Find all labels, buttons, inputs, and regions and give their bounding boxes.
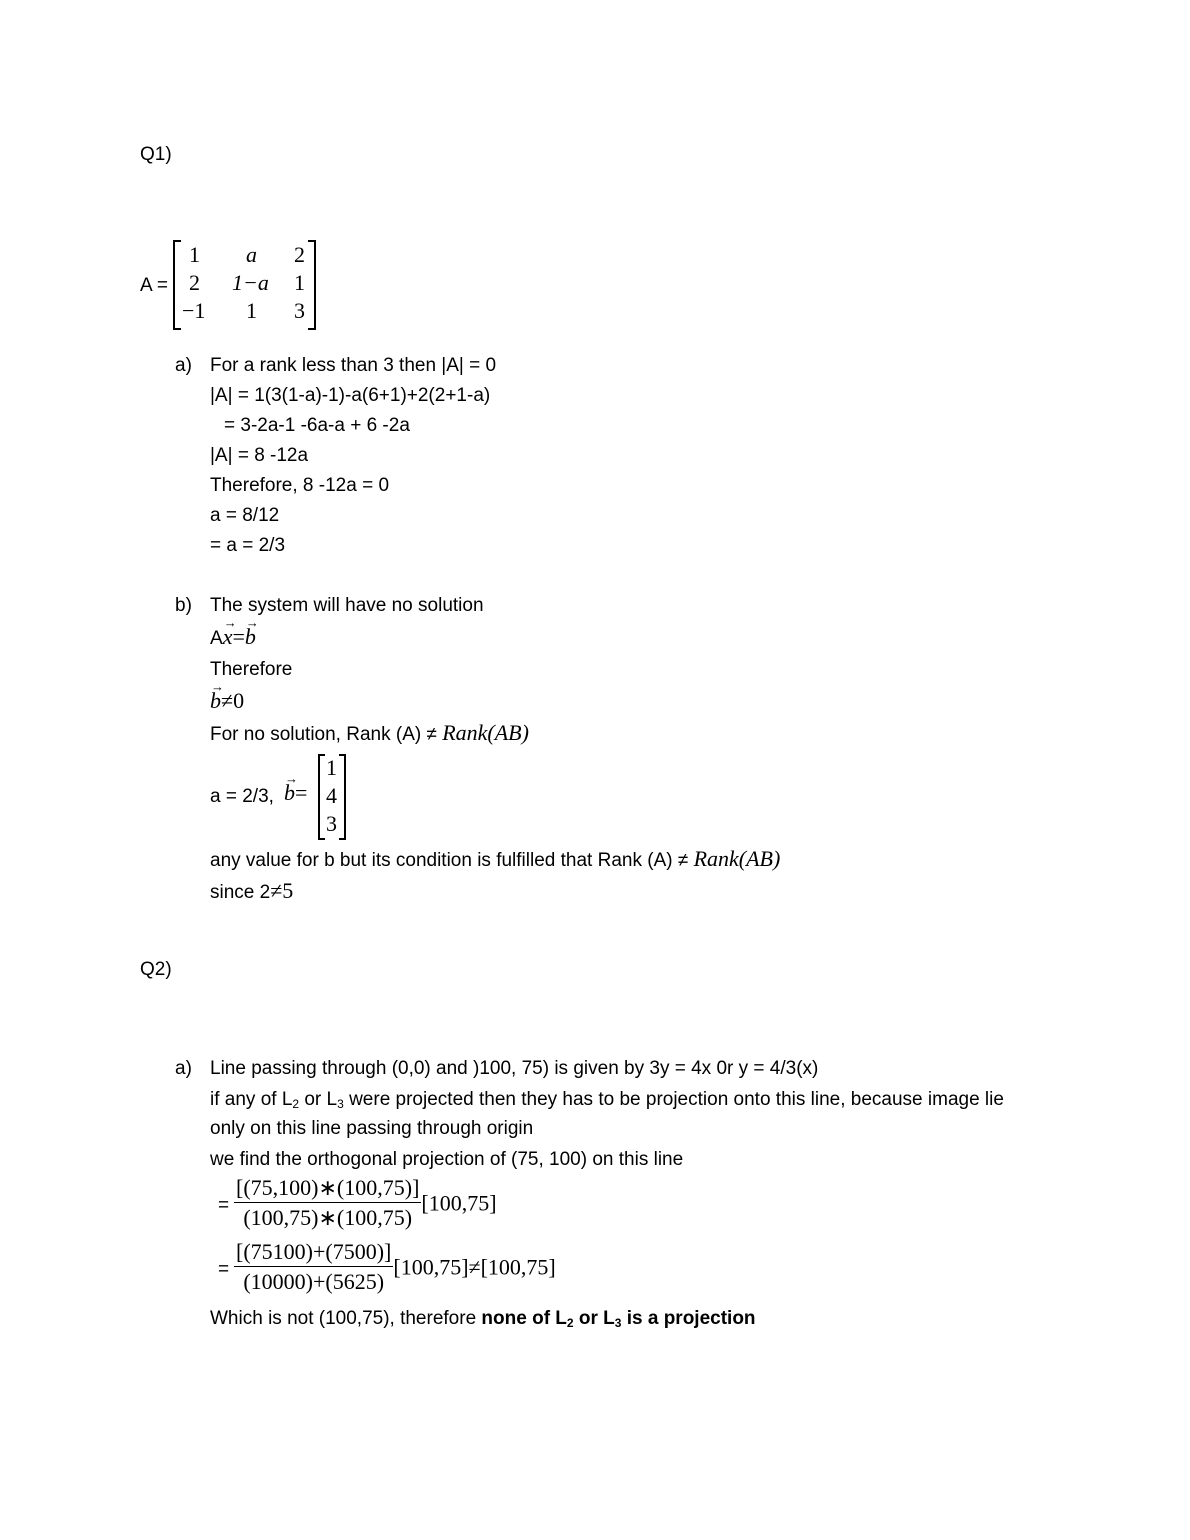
- eq1-prefix: =: [218, 1195, 230, 1216]
- rank-ab: Rank(AB): [442, 720, 529, 745]
- q2-a-line: only on this line passing through origin: [210, 1118, 534, 1139]
- q1-a-line: a = 8/12: [210, 505, 280, 526]
- vector-entry: 4: [326, 783, 337, 808]
- since-math: ≠5: [270, 878, 294, 903]
- subscript: 2: [566, 1316, 574, 1330]
- matrix-cell: 1−a: [232, 270, 269, 295]
- matrix-cell: a: [246, 242, 257, 267]
- vector-b: → b: [284, 782, 295, 804]
- text-fragment: were projected then they has to be projection onto this line, because image lie: [343, 1089, 1004, 1110]
- eq2-numerator: [(75100)+(7500)]: [234, 1238, 393, 1267]
- q1-a-line: For a rank less than 3 then |A| = 0: [210, 355, 497, 376]
- eq-equals: =: [232, 624, 245, 649]
- q2-a-line: Line passing through (0,0) and )100, 75) is given by 3y = 4x 0r y = 4/3(x): [210, 1058, 819, 1079]
- any-value-line: [210, 848, 780, 870]
- q2-a-line: [210, 1090, 1004, 1110]
- equation-ax-b: [210, 626, 256, 648]
- conclusion-bold: [481, 1308, 755, 1329]
- vector-x: → x: [223, 626, 233, 648]
- eq1-fraction: [234, 1174, 421, 1233]
- vector-left-bracket: [318, 754, 325, 840]
- neq-zero: ≠0: [221, 688, 245, 713]
- any-value-text: any value for b but its condition is fulfilled that Rank (A) ≠: [210, 850, 689, 871]
- projection-eq2: [234, 1238, 556, 1297]
- q1-a-line: |A| = 1(3(1-a)-1)-a(6+1)+2(2+1-a): [210, 385, 491, 406]
- matrix-label: A =: [140, 275, 168, 296]
- text-fragment: or L: [299, 1089, 338, 1110]
- q2-conclusion: [210, 1309, 756, 1329]
- eq2-denominator: (10000)+(5625): [243, 1269, 385, 1294]
- q2-heading: Q2): [140, 959, 172, 980]
- conclusion-plain: Which is not (100,75), therefore: [210, 1308, 482, 1329]
- vector-b: → b: [210, 690, 221, 712]
- q2-a-marker: a): [175, 1058, 192, 1079]
- text-fragment: or L: [573, 1308, 615, 1329]
- q1-a-line: = 3-2a-1 -6a-a + 6 -2a: [224, 415, 410, 436]
- q1-a-line: = a = 2/3: [210, 535, 286, 556]
- eq1-denominator: (100,75)∗(100,75): [243, 1205, 413, 1230]
- q1-heading: Q1): [140, 144, 172, 165]
- matrix-cell: −1: [182, 298, 206, 323]
- eq1-tail: [100,75]: [421, 1190, 497, 1216]
- no-solution-text: For no solution, Rank (A) ≠: [210, 724, 437, 745]
- eq1-numerator: [(75,100)∗(100,75)]: [234, 1174, 421, 1203]
- vector-b: → b: [245, 626, 256, 648]
- q1-b-marker: b): [175, 595, 192, 616]
- matrix-right-bracket: [308, 240, 316, 330]
- rank-ab: Rank(AB): [693, 846, 781, 871]
- q1-b-line: The system will have no solution: [210, 595, 484, 616]
- q1-b-therefore: Therefore: [210, 659, 293, 680]
- eq-prefix: A: [210, 628, 223, 649]
- equation-b-neq-0: [210, 690, 244, 712]
- vector-entry: 3: [326, 811, 337, 836]
- vector-right-bracket: [339, 754, 346, 840]
- matrix-cell: 2: [294, 242, 305, 267]
- eq2-prefix: =: [218, 1259, 230, 1280]
- q1-a-line: Therefore, 8 -12a = 0: [210, 475, 390, 496]
- matrix-cell: 3: [294, 298, 305, 323]
- matrix-cell: 1: [189, 242, 200, 267]
- q2-a-line: we find the orthogonal projection of (75, 100) on this line: [210, 1149, 684, 1170]
- q1-a-marker: a): [175, 355, 192, 376]
- vector-entry: 1: [326, 755, 337, 780]
- q1-a-line: |A| = 8 -12a: [210, 445, 309, 466]
- subscript: 2: [292, 1097, 300, 1111]
- since-text: since 2: [210, 882, 271, 903]
- text-fragment: none of L: [481, 1308, 567, 1329]
- matrix-cell: 1: [246, 298, 257, 323]
- text-fragment: is a projection: [621, 1308, 756, 1329]
- text-fragment: if any of L: [210, 1089, 293, 1110]
- since-line: [210, 880, 293, 902]
- eq2-tail: [100,75]≠[100,75]: [393, 1254, 556, 1280]
- eq2-fraction: [234, 1238, 393, 1297]
- matrix-cell: 1: [294, 270, 305, 295]
- no-solution-line: [210, 722, 529, 744]
- subscript: 3: [337, 1097, 344, 1111]
- a-value: a = 2/3,: [210, 786, 274, 807]
- matrix-cell: 2: [189, 270, 200, 295]
- b-vector-label: [284, 782, 307, 804]
- subscript: 3: [614, 1316, 622, 1330]
- projection-eq1: [234, 1174, 497, 1233]
- matrix-left-bracket: [173, 240, 181, 330]
- b-equals: =: [295, 780, 308, 805]
